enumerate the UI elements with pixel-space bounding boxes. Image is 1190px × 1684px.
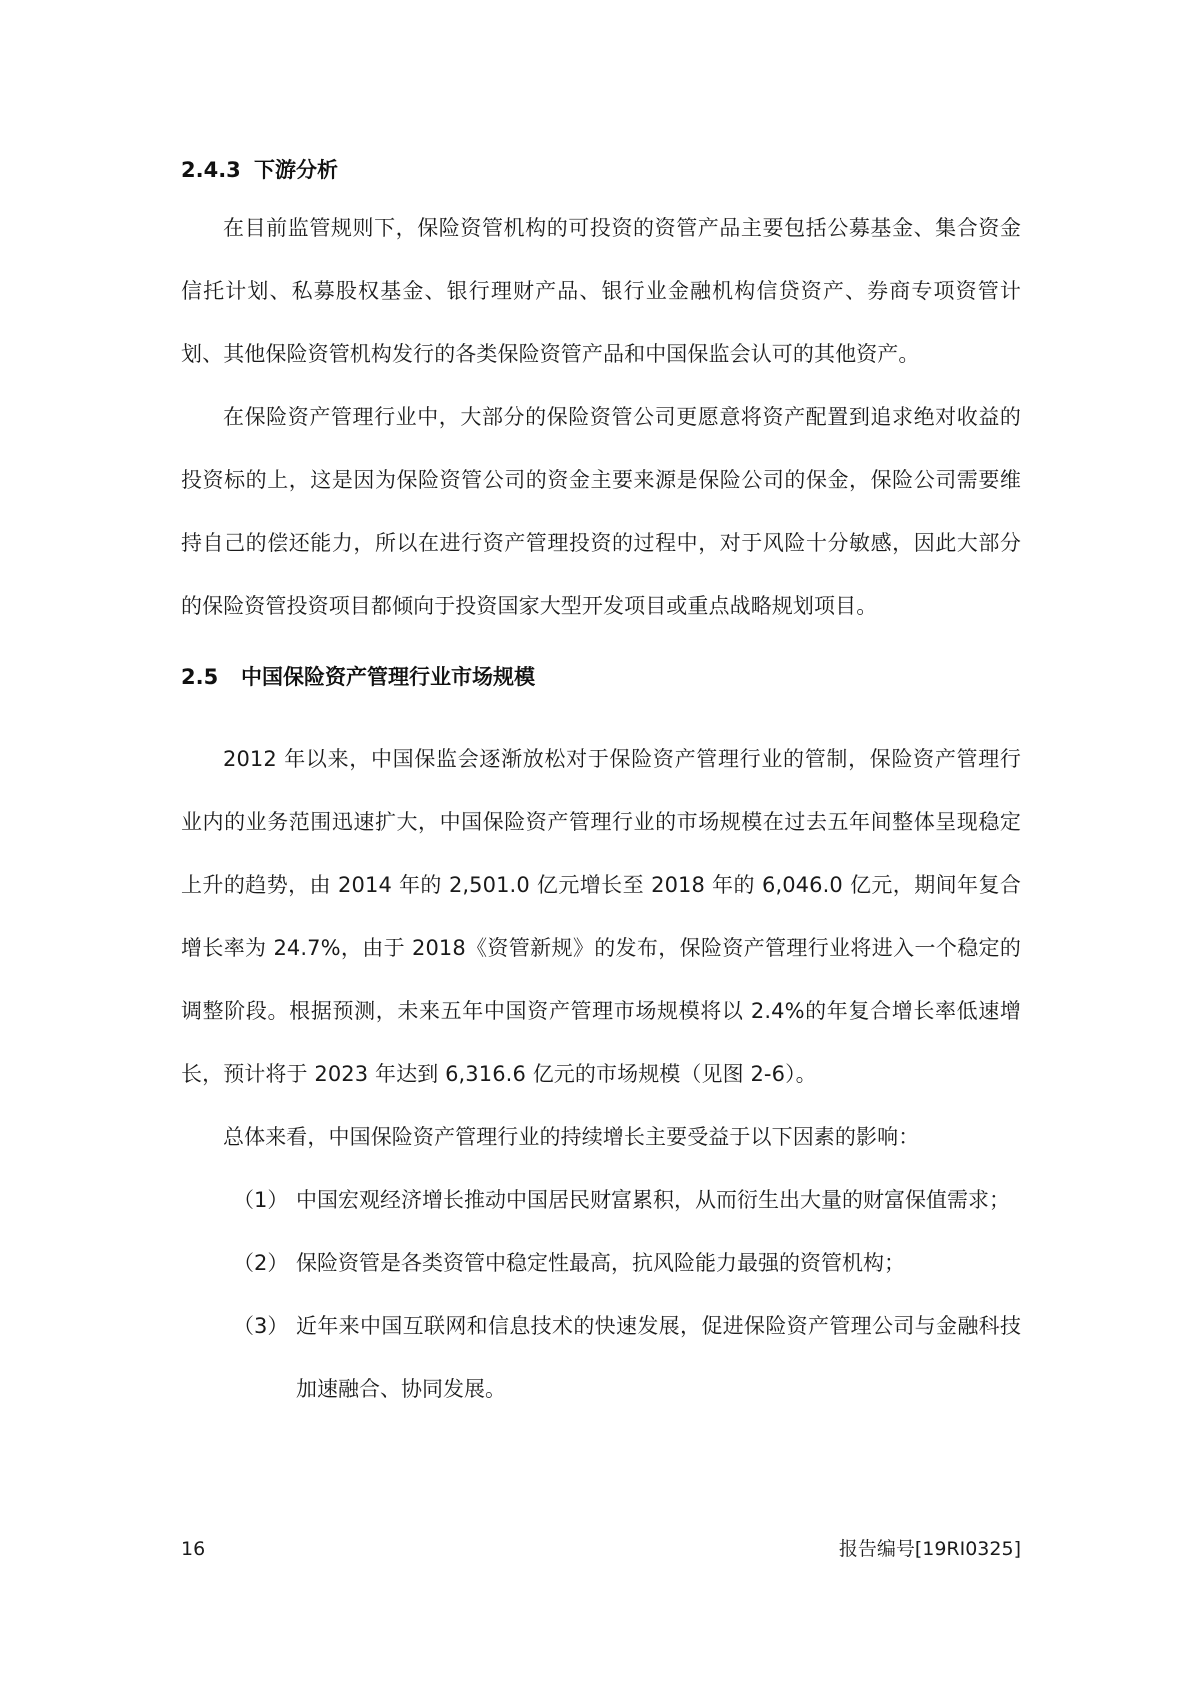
paragraph: 2012 年以来，中国保监会逐渐放松对于保险资产管理行业的管制，保险资产管理行业内的业务范围迅速扩大，中国保险资产管理行业的市场规模在过去五年间整体呈现稳定上升的趋势，由 2014 年的 2,501.0 亿元增长至 2018 年的 6,046.0 亿元，期间年复合增长率为 24.7%，由于 2018《资管新规》的发布，保险资产管理行业将进入一个稳定的调整阶段。根据预测，未来五年中国资产管理市场规模将以 2.4%的年复合增长率低速增长，预计将于 2023 年达到 6,316.6 亿元的市场规模（见图 2-6）。	[181, 747, 1021, 1086]
section-title: 下游分析	[254, 158, 338, 182]
section-number: 2.5	[181, 665, 219, 689]
list-marker: （1）	[233, 1188, 289, 1212]
list-item	[181, 1232, 1021, 1295]
page-number: 16	[181, 1538, 206, 1560]
list-text: 近年来中国互联网和信息技术的快速发展，促进保险资产管理公司与金融科技加速融合、协同发展。	[296, 1314, 1021, 1401]
page-footer	[181, 1536, 1021, 1562]
section-2-5-heading	[181, 662, 1021, 692]
list-item	[181, 1169, 1021, 1232]
section-title: 中国保险资产管理行业市场规模	[241, 665, 535, 689]
factor-list	[181, 1169, 1021, 1421]
list-text: 中国宏观经济增长推动中国居民财富累积，从而衍生出大量的财富保值需求；	[296, 1188, 1010, 1212]
paragraph: 在目前监管规则下，保险资管机构的可投资的资管产品主要包括公募基金、集合资金信托计划、私募股权基金、银行理财产品、银行业金融机构信贷资产、券商专项资管计划、其他保险资管机构发行的各类保险资管产品和中国保监会认可的其他资产。	[181, 216, 1021, 366]
page-content	[181, 155, 1021, 1421]
list-marker: （3）	[233, 1314, 289, 1338]
section-2-4-3-heading	[181, 155, 1021, 185]
paragraph: 总体来看，中国保险资产管理行业的持续增长主要受益于以下因素的影响：	[223, 1125, 920, 1149]
list-item	[181, 1295, 1021, 1421]
report-id: 报告编号[19RI0325]	[838, 1538, 1021, 1560]
list-marker: （2）	[233, 1251, 289, 1275]
list-text: 保险资管是各类资管中稳定性最高，抗风险能力最强的资管机构；	[296, 1251, 905, 1275]
section-number: 2.4.3	[181, 158, 241, 182]
paragraph: 在保险资产管理行业中，大部分的保险资管公司更愿意将资产配置到追求绝对收益的投资标的上，这是因为保险资管公司的资金主要来源是保险公司的保金，保险公司需要维持自己的偿还能力，所以在进行资产管理投资的过程中，对于风险十分敏感，因此大部分的保险资管投资项目都倾向于投资国家大型开发项目或重点战略规划项目。	[181, 405, 1021, 618]
